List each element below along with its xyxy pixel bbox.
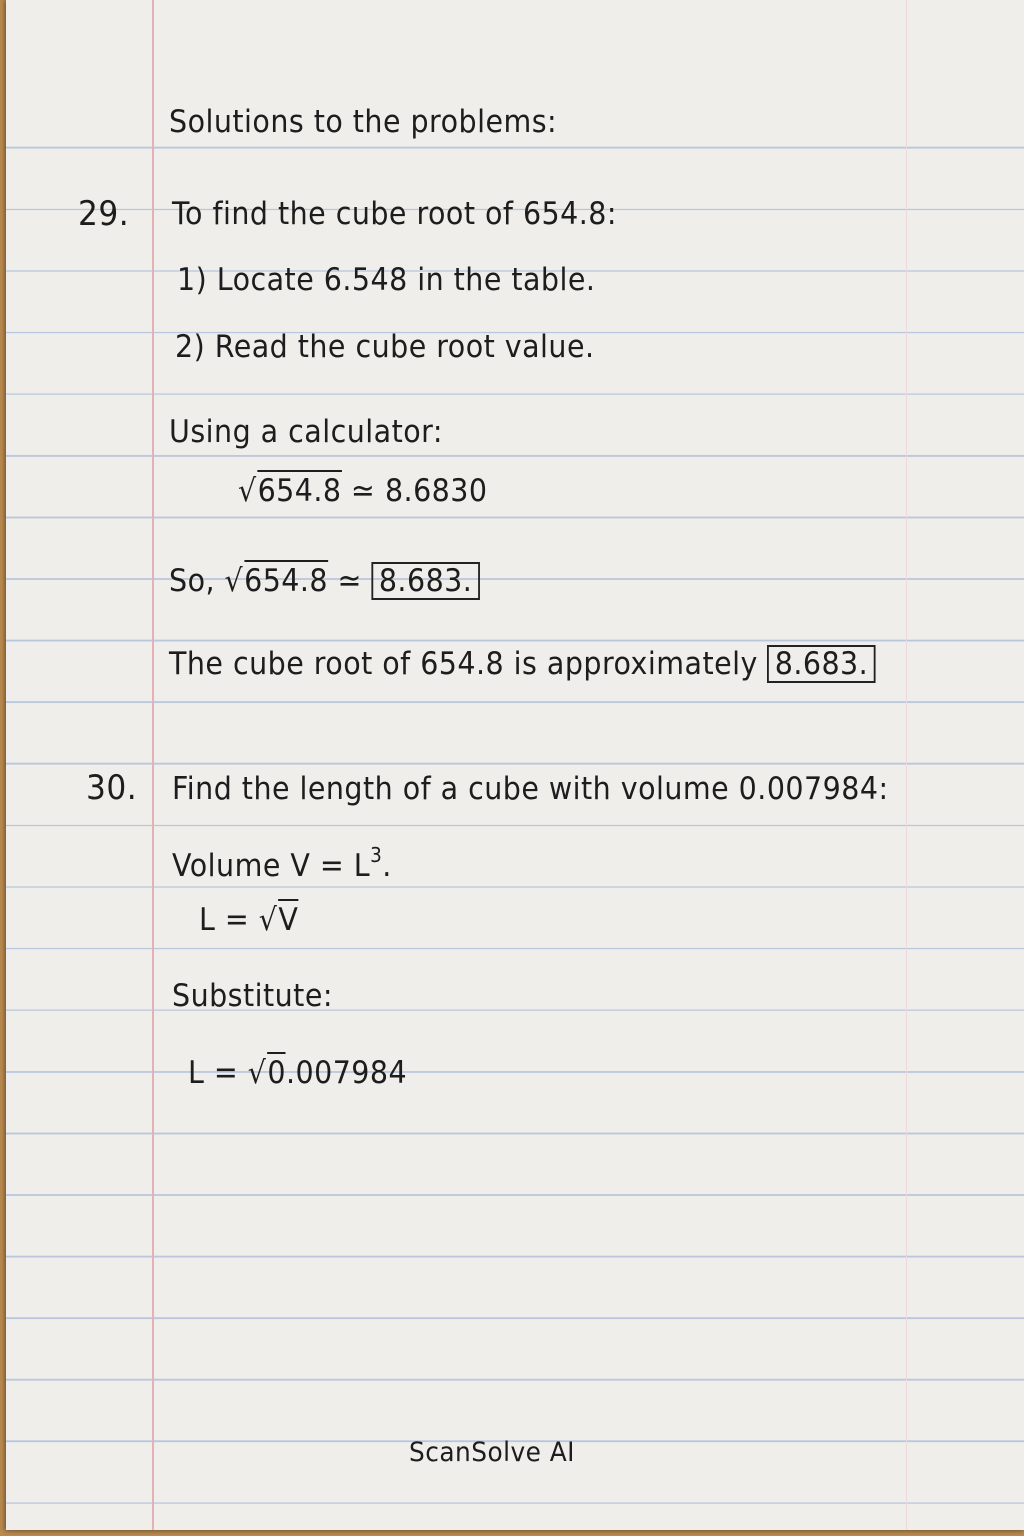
problem-30-intro: Find the length of a cube with volume 0.007984: [172, 771, 889, 807]
margin-line [152, 0, 154, 1530]
problem-30-number: 30. [86, 768, 138, 808]
page-heading: Solutions to the problems: [169, 104, 558, 140]
radicand-rest: .007984 [285, 1055, 408, 1091]
right-margin-line [906, 0, 907, 1530]
radical-sign: √ [238, 473, 257, 509]
cube-root-expression [259, 902, 299, 938]
radicand: V [278, 899, 298, 938]
radical-sign: √ [224, 563, 244, 599]
cube-root-expression [248, 1055, 286, 1091]
radicand-first-digit: 0 [267, 1052, 286, 1091]
length-formula [199, 902, 298, 938]
approx-symbol: ≃ [337, 563, 362, 599]
approx-symbol: ≃ [351, 473, 376, 509]
boxed-answer: 8.683. [767, 645, 875, 683]
sub-lhs: L = [188, 1055, 239, 1091]
cube-root-expression [238, 473, 342, 509]
notebook-page [6, 0, 1024, 1530]
radicand: 654.8 [258, 470, 342, 509]
conclusion-line [169, 645, 876, 683]
calculator-label: Using a calculator: [169, 414, 443, 450]
problem-29-number: 29. [78, 194, 130, 234]
length-lhs: L = [199, 902, 250, 938]
cube-root-expression [225, 563, 329, 599]
footer-watermark: ScanSolve AI [409, 1437, 575, 1468]
problem-29-step-2: 2) Read the cube root value. [175, 329, 595, 365]
boxed-answer: 8.683. [371, 562, 479, 600]
problem-29-intro: To find the cube root of 654.8: [172, 196, 617, 232]
volume-exponent: 3 [370, 843, 383, 867]
substitute-label: Substitute: [172, 978, 333, 1014]
calculator-line [238, 473, 488, 509]
radical-sign: √ [247, 1055, 267, 1091]
volume-lhs: Volume V = L [172, 848, 371, 884]
conclusion-text: The cube root of 654.8 is approximately [169, 646, 758, 682]
substituted-formula [188, 1055, 407, 1091]
so-line [169, 562, 480, 600]
calculator-value: 8.6830 [384, 473, 488, 509]
radicand: 654.8 [244, 560, 328, 599]
so-prefix: So, [169, 563, 215, 599]
problem-29-step-1: 1) Locate 6.548 in the table. [177, 262, 596, 298]
radical-sign: √ [258, 902, 278, 938]
volume-period: . [382, 848, 392, 884]
volume-formula [172, 843, 392, 884]
